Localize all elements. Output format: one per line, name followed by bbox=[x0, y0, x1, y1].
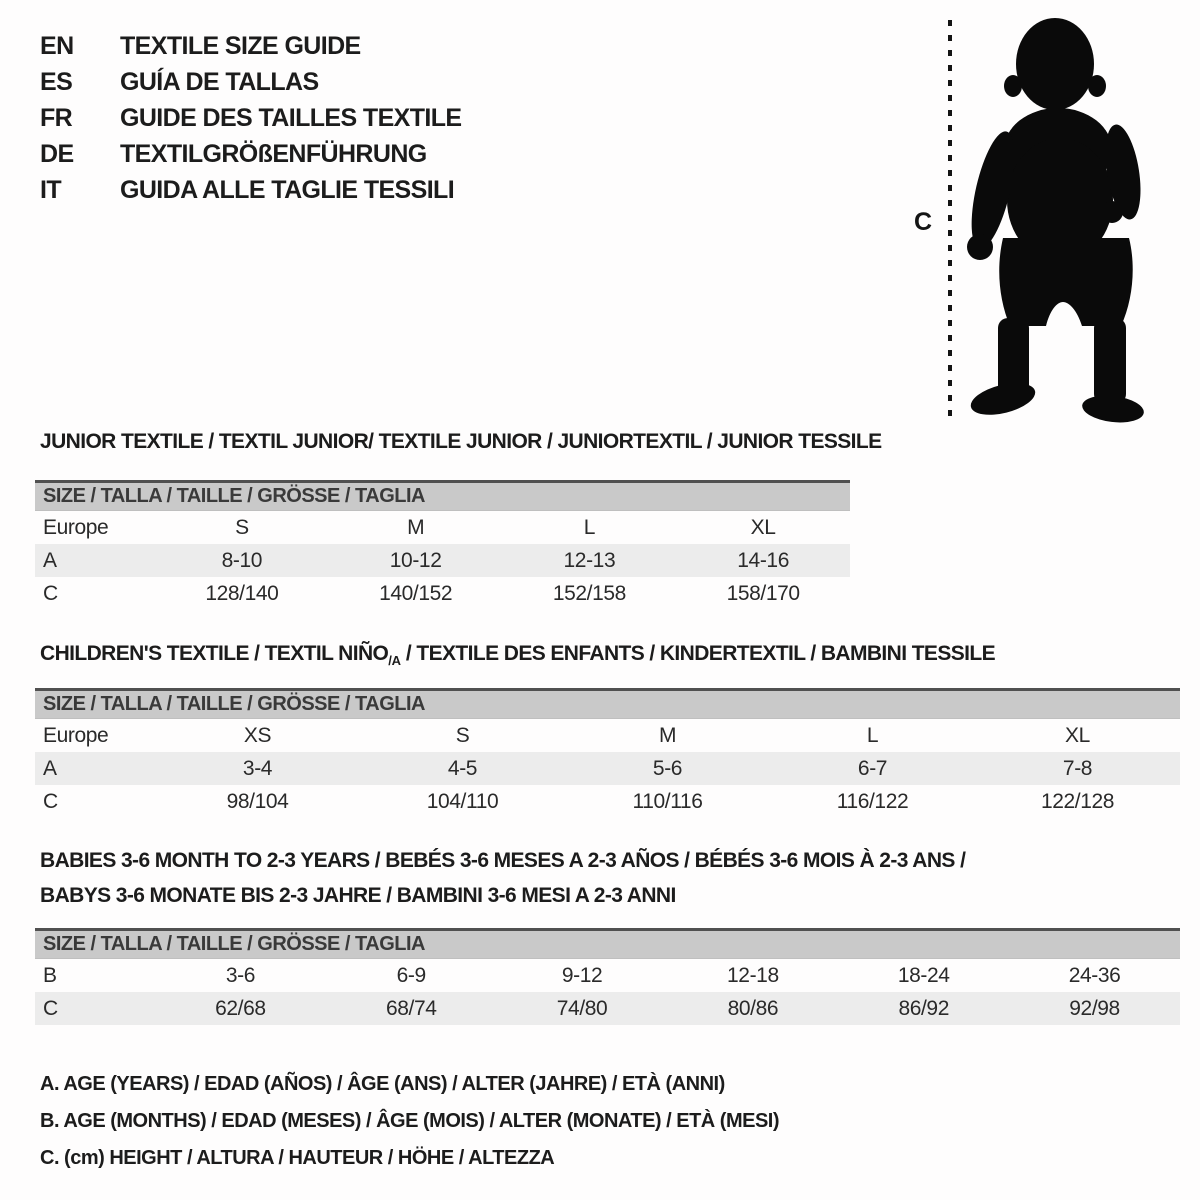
size-value-cell: 116/122 bbox=[836, 789, 909, 813]
size-value-cell: 104/110 bbox=[426, 789, 499, 813]
language-code: EN bbox=[40, 31, 74, 60]
size-value-cell: 68/74 bbox=[385, 996, 437, 1020]
size-table-row-b bbox=[35, 959, 1180, 992]
language-row bbox=[40, 100, 462, 136]
row-label: C bbox=[43, 996, 58, 1020]
size-value-cell: 10-12 bbox=[389, 548, 442, 572]
language-row bbox=[40, 28, 462, 64]
size-value-cell: 12-18 bbox=[727, 963, 779, 987]
size-value-cell: 158/170 bbox=[726, 581, 800, 605]
children-section-title bbox=[40, 642, 995, 668]
junior-table-rows bbox=[35, 511, 850, 610]
size-table-row-a bbox=[35, 544, 850, 577]
babies-title-line2: BABYS 3-6 MONATE BIS 2-3 JAHRE / BAMBINI 3-6 MESI A 2-3 ANNI bbox=[40, 884, 676, 907]
size-header-bar: SIZE / TALLA / TAILLE / GRÖSSE / TAGLIA bbox=[35, 928, 1180, 959]
babies-section-title bbox=[40, 843, 965, 913]
language-row bbox=[40, 64, 462, 100]
row-label: B bbox=[43, 963, 57, 987]
row-label: C bbox=[43, 789, 58, 813]
size-value-cell: L bbox=[583, 515, 596, 539]
size-value-cell: 3-6 bbox=[225, 963, 255, 987]
guide-title-en: TEXTILE SIZE GUIDE bbox=[120, 31, 361, 60]
guide-title-fr: GUIDE DES TAILLES TEXTILE bbox=[120, 103, 462, 132]
size-value-cell: 80/86 bbox=[727, 996, 779, 1020]
size-value-cell: XS bbox=[243, 723, 272, 747]
children-title-part1: CHILDREN'S TEXTILE / TEXTIL NIÑO bbox=[40, 642, 389, 665]
size-table-row-europe bbox=[35, 511, 850, 544]
height-measure-label: C bbox=[914, 208, 933, 236]
guide-title-de: TEXTILGRÖßENFÜHRUNG bbox=[120, 139, 427, 168]
size-value-cell: S bbox=[235, 515, 249, 539]
junior-size-table bbox=[35, 480, 850, 610]
size-value-cell: 152/158 bbox=[552, 581, 626, 605]
size-header-bar: SIZE / TALLA / TAILLE / GRÖSSE / TAGLIA bbox=[35, 480, 850, 511]
size-value-cell: XL bbox=[750, 515, 776, 539]
size-value-cell: 5-6 bbox=[652, 756, 683, 780]
row-label: Europe bbox=[43, 515, 109, 539]
size-value-cell: 7-8 bbox=[1062, 756, 1093, 780]
size-value-cell: M bbox=[658, 723, 677, 747]
size-value-cell: 140/152 bbox=[379, 581, 453, 605]
size-value-cell: 6-7 bbox=[857, 756, 888, 780]
size-value-cell: L bbox=[866, 723, 879, 747]
row-label: A bbox=[43, 756, 57, 780]
language-code: IT bbox=[40, 175, 62, 204]
size-value-cell: 24-36 bbox=[1068, 963, 1121, 987]
size-value-cell: 98/104 bbox=[226, 789, 289, 813]
size-table-row-europe bbox=[35, 719, 1180, 752]
language-code: FR bbox=[40, 103, 73, 132]
language-row bbox=[40, 172, 462, 208]
legend-line-c: C. (cm) HEIGHT / ALTURA / HAUTEUR / HÖHE / ALTEZZA bbox=[40, 1147, 555, 1169]
size-table-row-c bbox=[35, 577, 850, 610]
guide-title-it: GUIDA ALLE TAGLIE TESSILI bbox=[120, 175, 455, 204]
language-row bbox=[40, 136, 462, 172]
toddler-silhouette-image bbox=[900, 0, 1200, 430]
size-header-bar: SIZE / TALLA / TAILLE / GRÖSSE / TAGLIA bbox=[35, 688, 1180, 719]
size-value-cell: XL bbox=[1065, 723, 1090, 747]
size-value-cell: 110/116 bbox=[632, 789, 703, 813]
row-label: A bbox=[43, 548, 57, 572]
size-table-row-c bbox=[35, 785, 1180, 818]
measurement-legend bbox=[40, 1066, 779, 1177]
language-code: DE bbox=[40, 139, 74, 168]
babies-size-table bbox=[35, 928, 1180, 1025]
language-code: ES bbox=[40, 67, 73, 96]
legend-line-b: B. AGE (MONTHS) / EDAD (MESES) / ÂGE (MOIS) / ALTER (MONATE) / ETÀ (MESI) bbox=[40, 1110, 780, 1132]
children-size-table bbox=[35, 688, 1180, 818]
size-value-cell: 122/128 bbox=[1040, 789, 1115, 813]
size-value-cell: M bbox=[407, 515, 425, 539]
children-title-part2: / TEXTILE DES ENFANTS / KINDERTEXTIL / BAMBINI TESSILE bbox=[400, 642, 996, 665]
size-value-cell: 18-24 bbox=[897, 963, 950, 987]
babies-title-line1: BABIES 3-6 MONTH TO 2-3 YEARS / BEBÉS 3-6 MESES A 2-3 AÑOS / BÉBÉS 3-6 MOIS À 2-3 ANS / bbox=[40, 849, 966, 872]
row-label: C bbox=[43, 581, 58, 605]
legend-line-a: A. AGE (YEARS) / EDAD (AÑOS) / ÂGE (ANS) / ALTER (JAHRE) / ETÀ (ANNI) bbox=[40, 1073, 725, 1095]
size-value-cell: 86/92 bbox=[898, 996, 949, 1020]
size-value-cell: 128/140 bbox=[205, 581, 279, 605]
size-value-cell: 62/68 bbox=[215, 996, 266, 1020]
size-value-cell: 92/98 bbox=[1069, 996, 1120, 1020]
size-value-cell: 6-9 bbox=[396, 963, 426, 987]
size-value-cell: 4-5 bbox=[447, 756, 478, 780]
guide-title-es: GUÍA DE TALLAS bbox=[120, 67, 319, 96]
size-value-cell: 3-4 bbox=[242, 756, 273, 780]
size-value-cell: 12-13 bbox=[563, 548, 616, 572]
size-value-cell: S bbox=[455, 723, 470, 747]
size-value-cell: 9-12 bbox=[561, 963, 603, 987]
babies-table-rows bbox=[35, 959, 1180, 1025]
junior-section-title: JUNIOR TEXTILE / TEXTIL JUNIOR/ TEXTILE JUNIOR / JUNIORTEXTIL / JUNIOR TESSILE bbox=[40, 430, 882, 453]
children-title-subscript: /A bbox=[388, 653, 401, 669]
size-value-cell: 8-10 bbox=[221, 548, 263, 572]
size-value-cell: 14-16 bbox=[737, 548, 789, 572]
row-label: Europe bbox=[43, 723, 109, 747]
children-table-rows bbox=[35, 719, 1180, 818]
size-table-row-c bbox=[35, 992, 1180, 1025]
size-table-row-a bbox=[35, 752, 1180, 785]
language-title-list bbox=[40, 28, 462, 208]
size-value-cell: 74/80 bbox=[556, 996, 608, 1020]
